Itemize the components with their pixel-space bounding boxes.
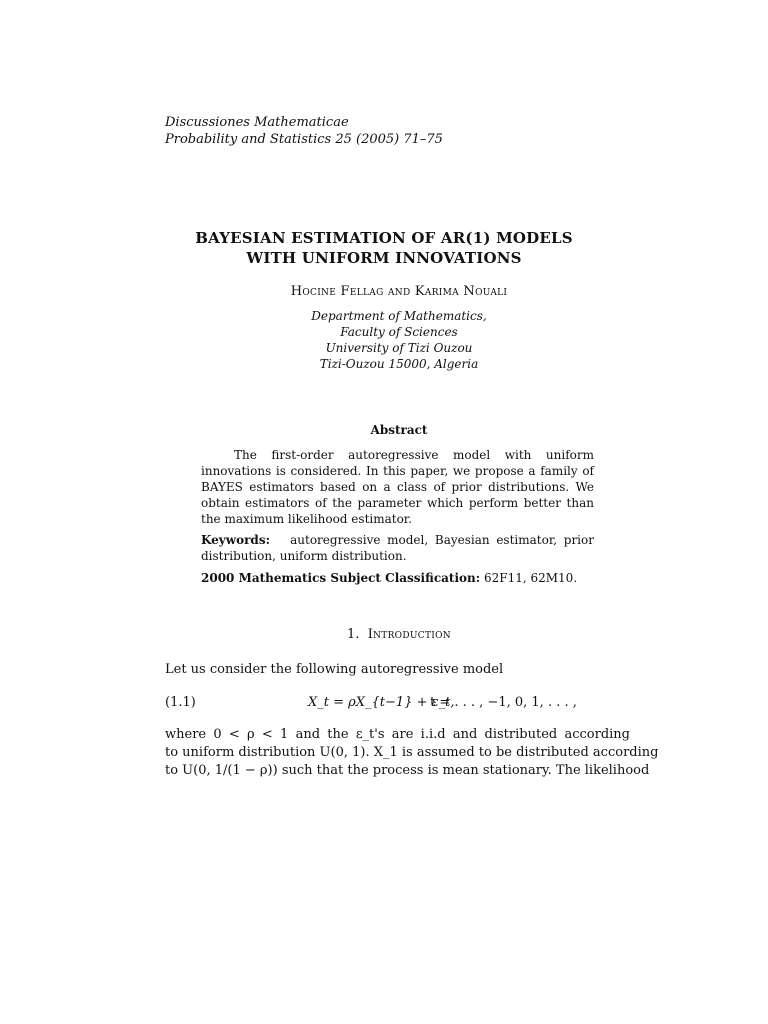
section-number: 1. bbox=[347, 627, 360, 642]
body-line-3: to U(0, 1/(1 − ρ)) such that the process is mean stationary. The likelihood bbox=[165, 763, 650, 778]
equation-range: t = . . . , −1, 0, 1, . . . , bbox=[430, 695, 577, 710]
journal-name: Discussiones Mathematicae bbox=[165, 115, 349, 130]
abstract-paragraph: The first-order autoregressive model with uniform innovations is considered. In this paper, we propose a family of BAYES estimators based on a class of prior distributions. We obtain estimators of the parameter which perform better than the maximum likelihood estimator. bbox=[201, 448, 594, 526]
title-line-1: BAYESIAN ESTIMATION OF AR(1) MODELS bbox=[195, 229, 573, 247]
authors: Hocine Fellag and Karima Nouali bbox=[290, 284, 508, 299]
affiliation-university: University of Tizi Ouzou bbox=[325, 341, 473, 355]
equation-number: (1.1) bbox=[165, 695, 196, 710]
journal-volume: Probability and Statistics 25 (2005) 71–75 bbox=[165, 132, 443, 147]
section-heading bbox=[0, 627, 768, 642]
keywords-text: autoregressive model, Bayesian estimator, prior distribution, uniform distribution. bbox=[201, 533, 594, 563]
intro-sentence: Let us consider the following autoregressive model bbox=[165, 662, 504, 677]
affiliation bbox=[0, 308, 768, 372]
affiliation-department: Department of Mathematics, bbox=[311, 309, 487, 323]
equation-body: X_t = ρX_{t−1} + ε_t, bbox=[308, 695, 455, 710]
body-line-2: to uniform distribution U(0, 1). X_1 is assumed to be distributed according bbox=[165, 745, 659, 760]
msc-codes: 62F11, 62M10. bbox=[484, 571, 578, 585]
affiliation-faculty: Faculty of Sciences bbox=[340, 325, 458, 339]
abstract-heading: Abstract bbox=[370, 423, 428, 437]
title-line-2: WITH UNIFORM INNOVATIONS bbox=[246, 249, 522, 267]
msc-classification bbox=[201, 570, 601, 586]
msc-label: 2000 Mathematics Subject Classification: bbox=[201, 571, 481, 585]
keywords bbox=[201, 532, 594, 564]
keywords-label: Keywords: bbox=[201, 533, 271, 547]
abstract-text bbox=[201, 447, 594, 527]
section-title: Introduction bbox=[367, 627, 451, 642]
equation-1-1 bbox=[165, 695, 630, 715]
affiliation-address: Tizi-Ouzou 15000, Algeria bbox=[319, 357, 479, 371]
journal-header bbox=[165, 114, 443, 148]
body-paragraph bbox=[165, 726, 659, 780]
body-line-1: where 0 < ρ < 1 and the ε_t's are i.i.d and distributed according bbox=[165, 727, 630, 742]
paper-title bbox=[0, 228, 768, 268]
